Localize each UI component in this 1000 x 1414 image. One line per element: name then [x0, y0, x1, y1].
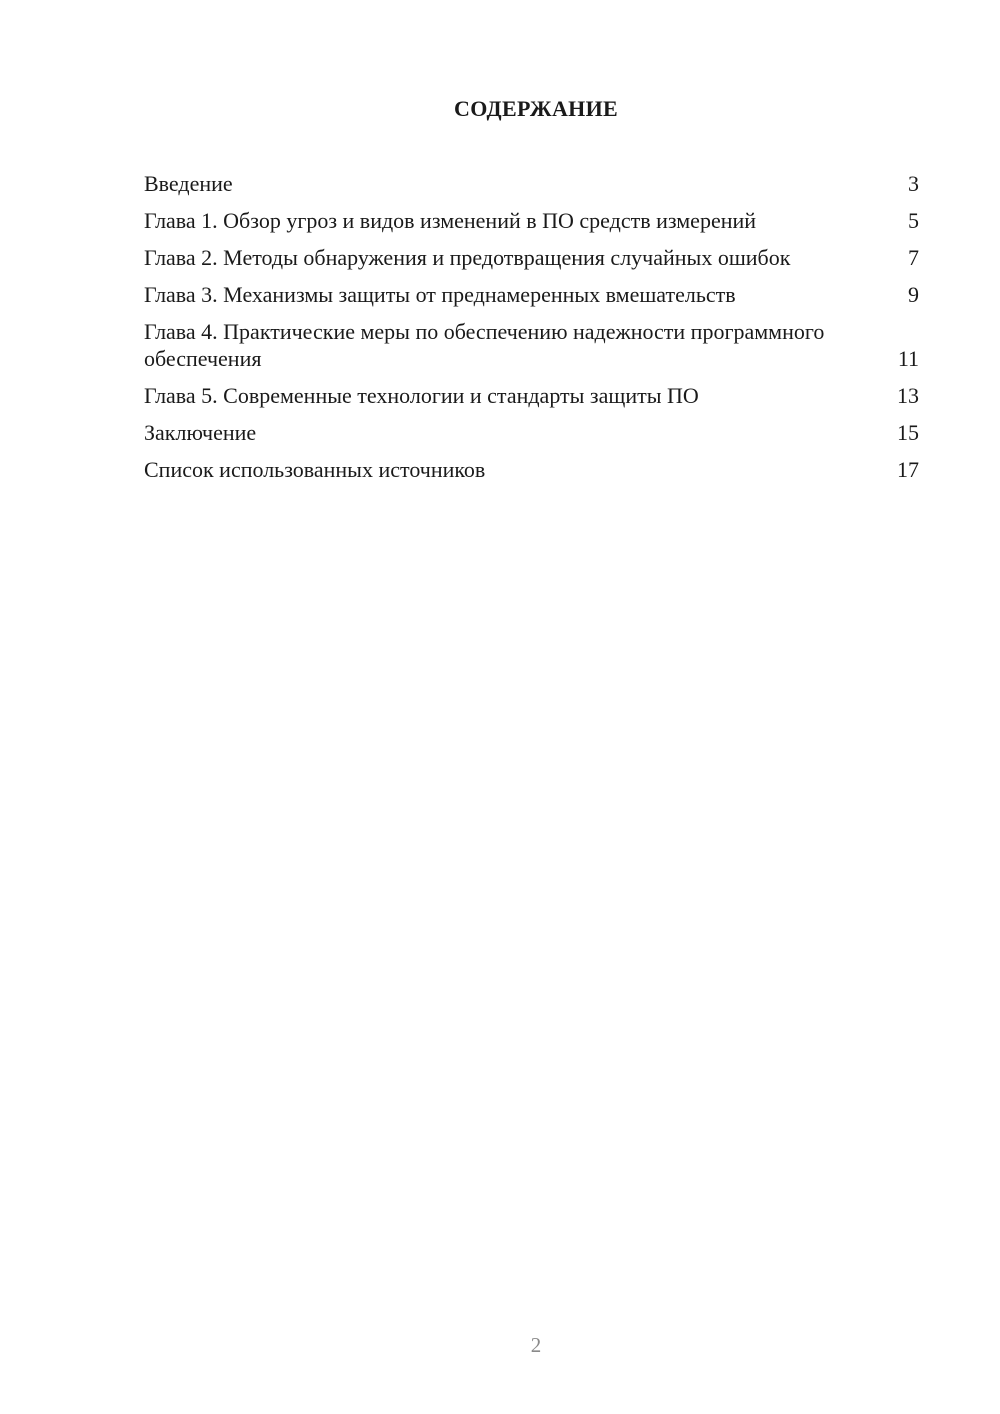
toc-entry-chapter-2[interactable]: [144, 244, 919, 271]
toc-entry-text: Введение: [144, 171, 233, 196]
toc-entry-text: Глава 1. Обзор угроз и видов изменений в ПО средств измерений: [144, 208, 757, 233]
toc-entry-page: 15: [897, 420, 919, 445]
toc-entry-chapter-5[interactable]: [144, 382, 919, 409]
toc-entry-page: 17: [897, 457, 919, 482]
toc-entry-page: 11: [897, 346, 919, 371]
toc-entry-text: Список использованных источников: [144, 457, 486, 482]
toc-entry-page: 7: [908, 245, 919, 270]
toc-entry-page: 9: [908, 282, 919, 307]
toc-title: СОДЕРЖАНИЕ: [454, 96, 618, 121]
toc-entry-page: 3: [908, 171, 919, 196]
toc-entry-chapter-3[interactable]: [144, 281, 919, 308]
toc-entry-text: Глава 3. Механизмы защиты от преднамеренных вмешательств: [144, 282, 736, 307]
toc-entry-conclusion[interactable]: [144, 419, 919, 446]
toc-list: [144, 170, 919, 493]
page-number: 2: [530, 1333, 542, 1357]
toc-entry-text: Глава 2. Методы обнаружения и предотвращения случайных ошибок: [144, 245, 791, 270]
toc-entry-introduction[interactable]: [144, 170, 919, 197]
toc-entry-page: 5: [908, 208, 919, 233]
toc-entry-page: 13: [897, 383, 919, 408]
toc-entry-chapter-4[interactable]: [144, 318, 919, 372]
toc-entry-text: Заключение: [144, 420, 257, 445]
toc-entry-text: Глава 5. Современные технологии и стандарты защиты ПО: [144, 383, 699, 408]
toc-entry-references[interactable]: [144, 456, 919, 483]
toc-entry-text: Глава 4. Практические меры по обеспечению надежности программного обеспечения: [144, 319, 825, 371]
toc-entry-chapter-1[interactable]: [144, 207, 919, 234]
